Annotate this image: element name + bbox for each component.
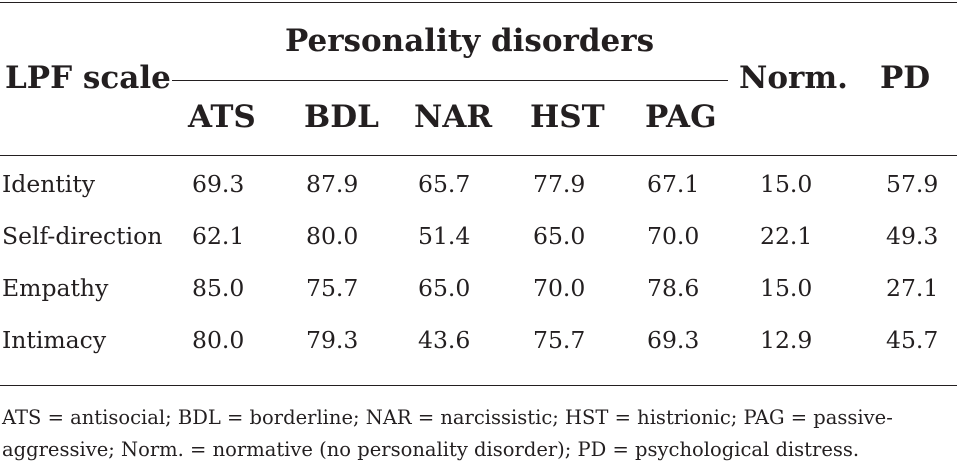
cell-ats: 80.0 bbox=[192, 326, 245, 354]
cell-bdl: 75.7 bbox=[306, 274, 359, 302]
cell-pd: 27.1 bbox=[886, 274, 939, 302]
cell-pd: 49.3 bbox=[886, 222, 939, 250]
cell-hst: 70.0 bbox=[533, 274, 586, 302]
cell-ats: 85.0 bbox=[192, 274, 245, 302]
cell-bdl: 80.0 bbox=[306, 222, 359, 250]
group-header-rule bbox=[172, 80, 728, 81]
column-header-ats: ATS bbox=[188, 99, 256, 135]
cell-ats: 69.3 bbox=[192, 170, 245, 198]
cell-hst: 77.9 bbox=[533, 170, 586, 198]
cell-norm: 12.9 bbox=[760, 326, 813, 354]
cell-norm: 22.1 bbox=[760, 222, 813, 250]
cell-nar: 43.6 bbox=[418, 326, 471, 354]
cell-hst: 75.7 bbox=[533, 326, 586, 354]
column-header-norm: Norm. bbox=[739, 60, 848, 96]
column-header-hst: HST bbox=[530, 99, 605, 135]
table-bottom-rule bbox=[0, 385, 957, 386]
cell-norm: 15.0 bbox=[760, 170, 813, 198]
table-footnote bbox=[2, 402, 952, 466]
cell-ats: 62.1 bbox=[192, 222, 245, 250]
row-label: Self-direction bbox=[2, 222, 163, 250]
cell-pag: 78.6 bbox=[647, 274, 700, 302]
footnote-line: aggressive; Norm. = normative (no personality disorder); PD = psychological distress. bbox=[2, 438, 860, 461]
cell-nar: 65.0 bbox=[418, 274, 471, 302]
cell-bdl: 79.3 bbox=[306, 326, 359, 354]
footnote-line: ATS = antisocial; BDL = borderline; NAR = narcissistic; HST = histrionic; PAG = passive- bbox=[2, 406, 893, 429]
row-header-lpf-scale: LPF scale bbox=[5, 60, 171, 96]
group-header-personality-disorders: Personality disorders bbox=[285, 23, 655, 59]
row-label: Empathy bbox=[2, 274, 109, 302]
column-header-nar: NAR bbox=[414, 99, 493, 135]
cell-pd: 57.9 bbox=[886, 170, 939, 198]
cell-pag: 67.1 bbox=[647, 170, 700, 198]
cell-norm: 15.0 bbox=[760, 274, 813, 302]
row-label: Identity bbox=[2, 170, 96, 198]
cell-pag: 70.0 bbox=[647, 222, 700, 250]
cell-nar: 51.4 bbox=[418, 222, 471, 250]
header-bottom-rule bbox=[0, 155, 957, 156]
column-header-pd: PD bbox=[880, 60, 931, 96]
row-label: Intimacy bbox=[2, 326, 107, 354]
cell-hst: 65.0 bbox=[533, 222, 586, 250]
cell-pag: 69.3 bbox=[647, 326, 700, 354]
cell-bdl: 87.9 bbox=[306, 170, 359, 198]
cell-nar: 65.7 bbox=[418, 170, 471, 198]
cell-pd: 45.7 bbox=[886, 326, 939, 354]
table-top-rule bbox=[0, 2, 957, 3]
column-header-bdl: BDL bbox=[304, 99, 379, 135]
column-header-pag: PAG bbox=[645, 99, 717, 135]
